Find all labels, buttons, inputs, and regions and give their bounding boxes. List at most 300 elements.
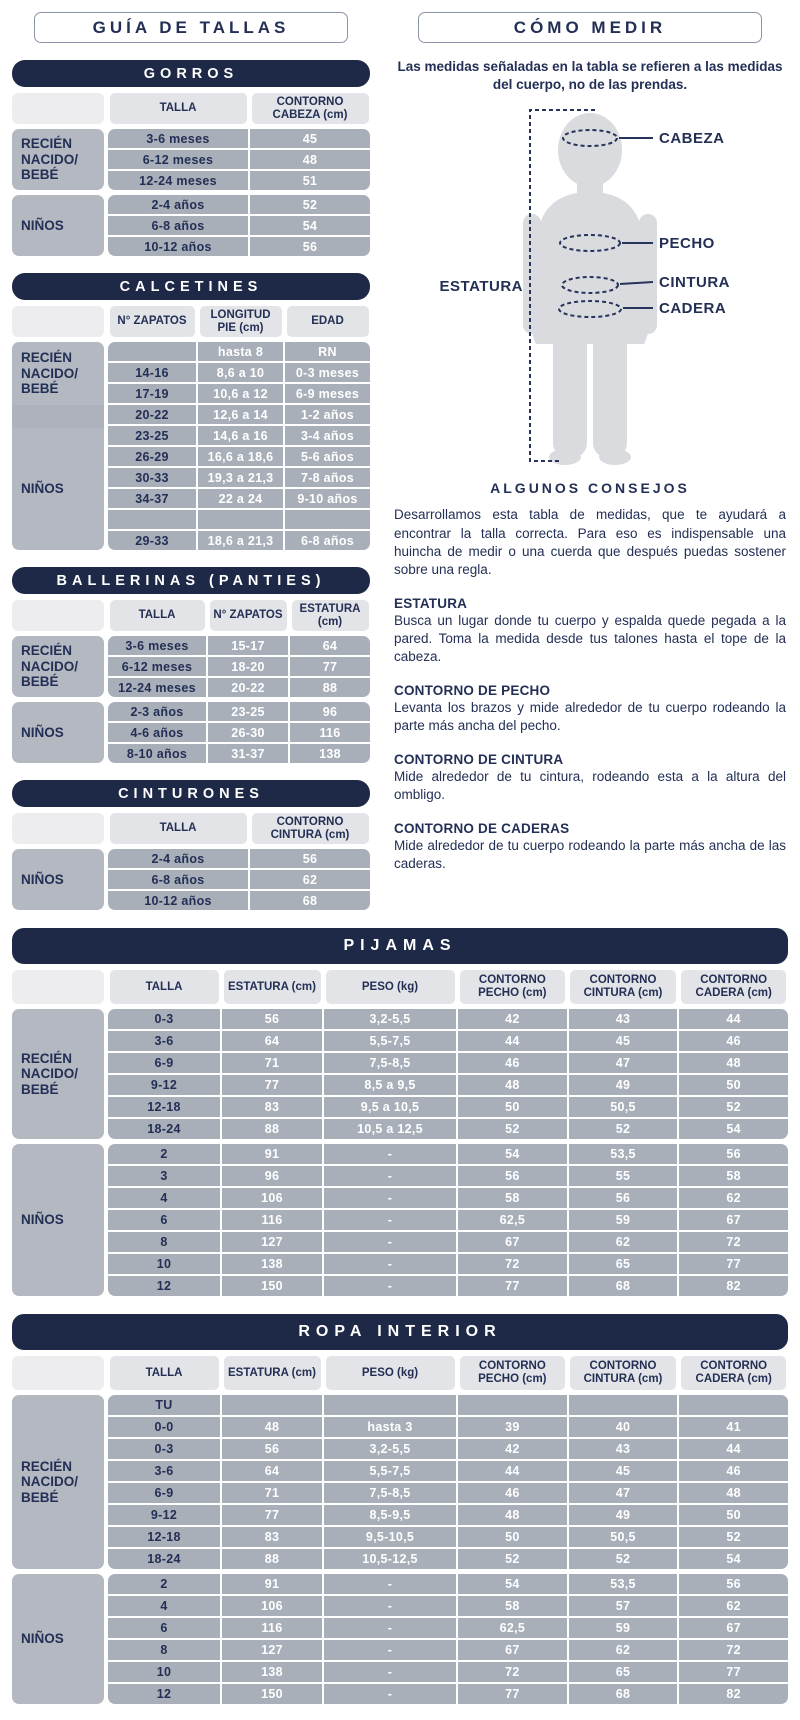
column-header: N° ZAPATOS [210,600,287,631]
section-title: CALCETINES [119,278,263,295]
table-cell: 26-29 [108,447,196,466]
table-cell: - [324,1144,456,1164]
tip-heading-cintura: CONTORNO DE CINTURA [394,752,564,768]
table-cell: 88 [222,1119,322,1139]
column-header: TALLA [110,970,219,1004]
table-cell: 6-9 meses [285,384,370,403]
section-title-bar [12,567,370,594]
column-header: TALLA [110,1356,219,1390]
table-group [12,1009,788,1139]
column-header: TALLA [110,813,247,844]
table-cell: 64 [222,1031,322,1051]
table-cell: 48 [250,150,370,169]
table-cell: 2 [108,1574,220,1594]
table-cell: 14-16 [108,363,196,382]
group-label-column [12,636,104,697]
table-cell: 9-10 años [285,489,370,508]
table-cell: 58 [458,1596,567,1616]
column-header: LONGITUD PIE (cm) [200,306,282,337]
table-cell: 54 [679,1549,788,1569]
table-group [12,342,370,550]
table-cell: 96 [290,702,370,721]
table-cell: 65 [569,1254,678,1274]
table-cell: 10 [108,1254,220,1274]
table-cell: 4 [108,1596,220,1616]
table-cell: - [324,1166,456,1186]
table-group [12,1395,788,1569]
table-cell: 58 [458,1188,567,1208]
table-header-row [12,813,370,844]
table-group [12,129,370,190]
page-title [34,12,348,43]
table-header-row [12,600,370,631]
table-cell: 72 [679,1232,788,1252]
table-cell: 54 [458,1574,567,1594]
table-cell: 48 [679,1483,788,1503]
column-headers [108,970,788,1004]
table-cell [222,1395,322,1415]
table-cell: 77 [458,1684,567,1704]
table-cell: 71 [222,1053,322,1073]
corner-cell [12,600,104,631]
group-label-column [12,702,104,763]
table-cell: 8,5-9,5 [324,1505,456,1525]
column-header: CONTORNO CINTURA (cm) [570,970,676,1004]
table-cell: 55 [569,1166,678,1186]
section-title: PIJAMAS [343,937,457,954]
table-cell: 2-4 años [108,195,248,214]
table-cell: 20-22 [208,678,288,697]
pecho-label: PECHO [659,235,715,253]
table-cell [458,1395,567,1415]
table-cell: 5,5-7,5 [324,1461,456,1481]
table-cell: 62,5 [458,1210,567,1230]
table-cell: 67 [458,1640,567,1660]
table-cell: 39 [458,1417,567,1437]
table-cell: RN [285,342,370,361]
table-cell: 45 [569,1031,678,1051]
table-cell: - [324,1640,456,1660]
table-cell: 56 [250,849,370,868]
table-group [12,1574,788,1704]
table-cell: 6-12 meses [108,150,248,169]
table-group [12,702,370,763]
table-cell: 62 [250,870,370,889]
table-cell: 44 [458,1031,567,1051]
table-cell: 3,2-5,5 [324,1439,456,1459]
table-cell: 9,5 a 10,5 [324,1097,456,1117]
table-cell: 0-3 [108,1439,220,1459]
table-cell: 8,5 a 9,5 [324,1075,456,1095]
column-headers [108,813,370,844]
table-cell: 82 [679,1276,788,1296]
section-title: ROPA INTERIOR [298,1323,502,1340]
table-cell: 50 [458,1527,567,1547]
table-cell: 50,5 [569,1527,678,1547]
table-cell: 8 [108,1232,220,1252]
how-to-measure-column [392,10,788,873]
table-cell: 127 [222,1232,322,1252]
table-cell: 3-4 años [285,426,370,445]
table-cell: 54 [250,216,370,235]
tip-body-cintura: Mide alrededor de tu cintura, rodeando esta a la altura del ombligo. [394,769,786,803]
table-cell: 45 [250,129,370,148]
table-cell: 56 [250,237,370,256]
table-cell: 3-6 meses [108,636,206,655]
table-cell: 3 [108,1166,220,1186]
column-header: ESTATURA (cm) [224,1356,321,1390]
table-cell: 52 [679,1097,788,1117]
table-cell: 12-18 [108,1527,220,1547]
table-cell: 8,6 a 10 [198,363,283,382]
table-cell: 44 [679,1009,788,1029]
tip-body-estatura: Busca un lugar donde tu cuerpo y espalda quede pegada a la pared. Toma la medida desde tus talones hasta el tope de la cabeza. [394,612,786,664]
table-cell: 12 [108,1276,220,1296]
table-cell: 8-10 años [108,744,206,763]
table-cell: 6-9 [108,1483,220,1503]
table-cell: 6-12 meses [108,657,206,676]
column-header: CONTORNO CADERA (cm) [681,970,787,1004]
group-label: RECIÉN NACIDO/ BEBÉ [21,1050,78,1097]
table-cell: 10,5-12,5 [324,1549,456,1569]
table-cell: - [324,1662,456,1682]
table-cell [285,510,370,529]
section-title-bar [12,60,370,87]
table-cell: 46 [458,1053,567,1073]
table-cell [679,1395,788,1415]
small-tables-container [12,60,370,910]
group-label-column [12,195,104,256]
table-cell: 20-22 [108,405,196,424]
table-cell: - [324,1232,456,1252]
table-cell: 41 [679,1417,788,1437]
section-title: BALLERINAS (PANTIES) [56,572,326,589]
table-cell: 77 [679,1254,788,1274]
group-label-column [12,1574,104,1704]
table-cell: 44 [679,1439,788,1459]
table-cell: 52 [458,1549,567,1569]
table-cell: 116 [290,723,370,742]
table-cell: 138 [290,744,370,763]
table-cell [569,1395,678,1415]
table-pijamas [12,928,788,1296]
table-rows [108,1574,788,1704]
table-cell: 64 [290,636,370,655]
group-label-column [12,129,104,190]
table-cell: 45 [569,1461,678,1481]
table-cell: - [324,1276,456,1296]
group-label-column [12,1009,104,1139]
column-header: ESTATURA (cm) [292,600,369,631]
table-cell: 43 [569,1009,678,1029]
table-cell: - [324,1618,456,1638]
table-cell: 42 [458,1439,567,1459]
table-cell: 52 [679,1527,788,1547]
table-cell: 106 [222,1188,322,1208]
table-cell: 54 [679,1119,788,1139]
table-cell: 31-37 [208,744,288,763]
table-cell: 72 [458,1254,567,1274]
section-title: GORROS [143,65,239,82]
table-cell: 8 [108,1640,220,1660]
group-label-column [12,1395,104,1569]
table-cell: 3-6 [108,1031,220,1051]
body-measurement-diagram [392,98,788,478]
table-cell: 51 [250,171,370,190]
table-cell: 3-6 meses [108,129,248,148]
table-cell: 6 [108,1210,220,1230]
table-cell: 6 [108,1618,220,1638]
table-cell: 88 [222,1549,322,1569]
table-cell [324,1395,456,1415]
corner-cell [12,813,104,844]
table-cell: 56 [458,1166,567,1186]
table-header-row [12,306,370,337]
table-cell: 46 [458,1483,567,1503]
group-label: RECIÉN NACIDO/ BEBÉ [21,136,78,183]
column-headers [108,93,370,124]
table-cell: - [324,1254,456,1274]
table-cell: 65 [569,1662,678,1682]
tip-heading-pecho: CONTORNO DE PECHO [394,682,551,698]
table-cell: 12-24 meses [108,171,248,190]
corner-cell [12,93,104,124]
table-cell: 44 [458,1461,567,1481]
table-cell: 116 [222,1210,322,1230]
child-silhouette [523,113,657,465]
table-ballerinas [12,567,370,763]
table-cell: 59 [569,1618,678,1638]
table-cell: 56 [222,1439,322,1459]
table-cell: 10-12 años [108,237,248,256]
how-to-measure-title [418,12,762,43]
page-title-text: GUÍA DE TALLAS [92,17,290,37]
table-header-row [12,970,788,1004]
table-cell: 18-24 [108,1549,220,1569]
table-cell: 138 [222,1662,322,1682]
table-cell: 12 [108,1684,220,1704]
table-cell: 59 [569,1210,678,1230]
table-cell: 77 [290,657,370,676]
table-cell: 77 [222,1075,322,1095]
table-cell: 0-3 [108,1009,220,1029]
column-headers [108,306,370,337]
table-cell: 67 [458,1232,567,1252]
table-cell: 10,5 a 12,5 [324,1119,456,1139]
column-header: ESTATURA (cm) [224,970,321,1004]
size-tables-column [12,10,370,910]
cadera-label: CADERA [659,300,727,318]
table-cell: 56 [679,1574,788,1594]
table-cell: 4-6 años [108,723,206,742]
column-header: PESO (kg) [326,970,455,1004]
table-cell: 62 [679,1596,788,1616]
table-cell: 48 [679,1053,788,1073]
table-cell: 138 [222,1254,322,1274]
corner-cell [12,1356,104,1390]
table-rows [108,129,370,190]
column-header: EDAD [287,306,369,337]
table-cell: 12-18 [108,1097,220,1117]
group-label: NIÑOS [21,724,64,740]
group-label-column [12,849,104,910]
table-cell: 23-25 [208,702,288,721]
table-cell: 56 [569,1188,678,1208]
group-label-column [12,1144,104,1296]
group-label: NIÑOS [21,217,64,233]
table-rows [108,1144,788,1296]
corner-cell [12,306,104,337]
table-cell: 52 [458,1119,567,1139]
table-cell: 16,6 a 18,6 [198,447,283,466]
tips-intro: Desarrollamos esta tabla de medidas, que te ayudará a encontrar la talla correcta. Para eso es indispensable una huincha de medir o una cuerda que después puedas sostener sobre una regla. [394,507,786,577]
column-header: CONTORNO PECHO (cm) [460,1356,566,1390]
table-cell: 127 [222,1640,322,1660]
table-cell: 3,2-5,5 [324,1009,456,1029]
tip-body-pecho: Levanta los brazos y mide alrededor de tu cuerpo rodeando la parte más ancha del pecho. [394,699,786,734]
table-group [12,195,370,256]
column-header: N° ZAPATOS [110,306,195,337]
table-cell: 0-3 meses [285,363,370,382]
table-cell: 17-19 [108,384,196,403]
table-cell: 49 [569,1505,678,1525]
table-rows [108,1395,788,1569]
table-cell: 6-9 [108,1053,220,1073]
table-cell: 30-33 [108,468,196,487]
table-cell: 68 [569,1276,678,1296]
table-cell: 62 [679,1188,788,1208]
table-cell: - [324,1188,456,1208]
table-cell: 40 [569,1417,678,1437]
table-cell: - [324,1596,456,1616]
table-cell: 23-25 [108,426,196,445]
tips-title: ALGUNOS CONSEJOS [490,480,690,497]
table-cell: - [324,1574,456,1594]
column-header: CONTORNO PECHO (cm) [460,970,566,1004]
table-cell: 12,6 a 14 [198,405,283,424]
table-cell: 18-20 [208,657,288,676]
group-label: NIÑOS [21,481,64,497]
table-cell: 83 [222,1097,322,1117]
table-cell: 50,5 [569,1097,678,1117]
table-group [12,636,370,697]
table-cell: 67 [679,1618,788,1638]
table-cell: 5-6 años [285,447,370,466]
table-cell: 71 [222,1483,322,1503]
column-headers [108,600,370,631]
group-label: NIÑOS [21,871,64,887]
table-cell: 47 [569,1053,678,1073]
table-cell: 96 [222,1166,322,1186]
table-cell: 15-17 [208,636,288,655]
column-header: PESO (kg) [326,1356,455,1390]
table-cell: 53,5 [569,1144,678,1164]
table-cell: 50 [679,1505,788,1525]
table-cell: 54 [458,1144,567,1164]
table-cell: 77 [222,1505,322,1525]
tip-body-caderas: Mide alrededor de tu cuerpo rodeando la parte más ancha de las caderas. [394,838,786,872]
table-cell: 116 [222,1618,322,1638]
section-title-bar [12,780,370,807]
table-cell: 50 [458,1097,567,1117]
group-label: RECIÉN NACIDO/ BEBÉ [21,1458,78,1505]
table-cell: 7,5-8,5 [324,1483,456,1503]
cabeza-label: CABEZA [659,130,725,148]
section-title: CINTURONES [118,785,264,802]
column-header: CONTORNO CADERA (cm) [681,1356,787,1390]
table-cell: 53,5 [569,1574,678,1594]
tip-heading-caderas: CONTORNO DE CADERAS [394,821,570,837]
table-cell: 56 [222,1009,322,1029]
table-cell: 0-0 [108,1417,220,1437]
tip-heading-estatura: ESTATURA [394,595,468,611]
table-cell: 43 [569,1439,678,1459]
table-cell: 52 [569,1549,678,1569]
group-label [12,405,104,429]
column-header: TALLA [110,93,247,124]
group-label-column [12,342,104,550]
table-rows [108,1009,788,1139]
table-cell: 56 [679,1144,788,1164]
table-cell: 42 [458,1009,567,1029]
table-rows [108,636,370,697]
column-header: CONTORNO CINTURA (cm) [252,813,369,844]
table-cell: 2-3 años [108,702,206,721]
table-cell: TU [108,1395,220,1415]
table-cell: 150 [222,1684,322,1704]
table-cinturones [12,780,370,910]
table-cell: 5,5-7,5 [324,1031,456,1051]
table-header-row [12,1356,788,1390]
estatura-label: ESTATURA [439,278,523,296]
table-cell: 7,5-8,5 [324,1053,456,1073]
table-cell: 9,5-10,5 [324,1527,456,1547]
table-cell: 58 [679,1166,788,1186]
table-cell: 22 a 24 [198,489,283,508]
table-cell: 62 [569,1640,678,1660]
table-cell [108,342,196,361]
table-cell: 4 [108,1188,220,1208]
table-cell: 91 [222,1574,322,1594]
table-ropa-interior [12,1314,788,1704]
table-cell: 68 [250,891,370,910]
table-cell: 77 [458,1276,567,1296]
column-header: TALLA [110,600,205,631]
table-header-row [12,93,370,124]
table-rows [108,702,370,763]
column-headers [108,1356,788,1390]
table-cell: 50 [679,1075,788,1095]
table-cell: 72 [679,1640,788,1660]
table-cell: 10,6 a 12 [198,384,283,403]
table-cell: 62,5 [458,1618,567,1638]
table-cell: 47 [569,1483,678,1503]
table-cell: 150 [222,1276,322,1296]
table-cell: 48 [222,1417,322,1437]
table-cell [198,510,283,529]
table-cell: 19,3 a 21,3 [198,468,283,487]
table-cell: 14,6 a 16 [198,426,283,445]
table-cell: 67 [679,1210,788,1230]
group-label: RECIÉN NACIDO/ BEBÉ [21,643,78,690]
table-cell: hasta 8 [198,342,283,361]
table-cell: 6-8 años [285,531,370,550]
table-cell: 57 [569,1596,678,1616]
table-calcetines [12,273,370,550]
section-title-bar [12,273,370,300]
column-header: CONTORNO CINTURA (cm) [570,1356,676,1390]
table-cell: 88 [290,678,370,697]
